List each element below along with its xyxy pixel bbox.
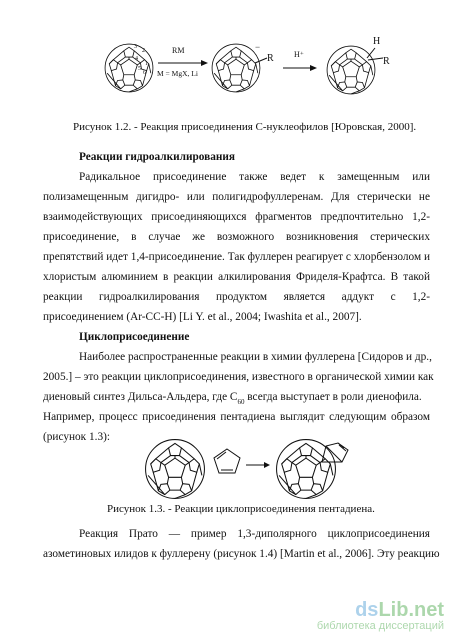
fullerene-reactant — [103, 42, 155, 94]
atom-label-4: 4 — [135, 56, 138, 62]
paragraph-line: хлористым алюминием в реакции алкилирования Фриделя-Крафтса. В такой — [43, 271, 430, 283]
anion-minus: − — [255, 42, 261, 52]
watermark-lib: Lib — [378, 599, 409, 621]
atom-label-6: 6 — [143, 70, 146, 76]
paragraph-line: присоединением (Ar-CC-H) [Li Y. et al., 2004; Iwashita et al., 2007]. — [43, 311, 362, 323]
heading-hydroalkylation: Реакции гидроалкилирования — [79, 151, 236, 163]
watermark-subtitle: библиотека диссертаций — [316, 620, 444, 632]
watermark-logo — [317, 600, 444, 620]
paragraph-line: полизамещенным дигидро- или полигидрофуллеренам. Для стерически не — [43, 191, 430, 203]
paragraph-line: (рисунок 1.3): — [43, 431, 110, 443]
heading-cycloaddition: Циклоприсоединение — [79, 331, 190, 343]
r-bond-1 — [254, 55, 268, 65]
arrow2-reagent: H⁺ — [294, 50, 304, 59]
text-fragment: всегда выступает в роли диенофила. — [244, 391, 422, 403]
watermark-net: .net — [408, 599, 444, 621]
paragraph-line: Радикальное присоединение также ведет к замещенным или — [79, 171, 430, 183]
figure-1-3-caption: Рисунок 1.3. - Реакции циклоприсоединения пентадиена. — [107, 503, 375, 515]
atom-label-5: 5 — [138, 66, 141, 72]
paragraph-line: азометиновых илидов к фуллерену (рисунок 1.4) [Martin et al., 2006]. Эту реакцию — [43, 548, 440, 560]
reaction-arrow-1 — [158, 58, 208, 68]
text-fragment: диеновый синтез Дильса-Альдера, где C — [43, 391, 238, 403]
paragraph-line: Наиболее распространенные реакции в химии фуллерена [Сидоров и др., — [79, 351, 432, 363]
paragraph-line: Реакция Прато — пример 1,3-диполярного циклоприсоединения — [79, 528, 430, 540]
watermark-ds: ds — [355, 599, 379, 621]
paragraph-line: реакции гидроалкилирования продуктом является аддукт с 1,2- — [43, 291, 430, 303]
paragraph-line: препятствий идет 1,4-присоединение. Так фуллерен реагирует с хлорбензолом и — [43, 251, 430, 263]
paragraph-line: 2005.] – это реакции циклоприсоединения, известного в органической химии как — [43, 371, 434, 383]
arrow1-condition: M = MgX, Li — [157, 69, 198, 78]
atom-label-1: 1 — [145, 61, 148, 67]
figure-1-2-caption: Рисунок 1.2. - Реакция присоединения С-нуклеофилов [Юровская, 2000]. — [73, 121, 417, 133]
reaction-arrow-3 — [246, 461, 270, 469]
arrow1-reagent: RM — [172, 46, 185, 55]
atom-label-3: 3 — [134, 44, 137, 50]
atom-label-2: 2 — [142, 48, 145, 54]
subscript-60: 60 — [237, 398, 245, 406]
watermark — [317, 600, 444, 633]
fullerene-c60 — [143, 437, 207, 501]
paragraph-line — [43, 390, 430, 404]
paragraph-line: взаимодействующих присоединяющихся фрагментов предпочтительно 1,2- — [43, 211, 430, 223]
hydrogen-label: H — [373, 36, 381, 47]
reaction-arrow-2 — [283, 63, 317, 73]
substituent-r-1: R — [267, 53, 274, 64]
paragraph-line: Например, процесс присоединения пентадиена выглядит следующим образом — [43, 411, 430, 423]
paragraph-line: присоединение, в случае же возможного возникновения стерических — [43, 231, 430, 243]
norbornene-adduct — [318, 440, 352, 470]
cyclopentadiene — [212, 447, 242, 475]
substituent-r-2: R — [383, 56, 390, 67]
